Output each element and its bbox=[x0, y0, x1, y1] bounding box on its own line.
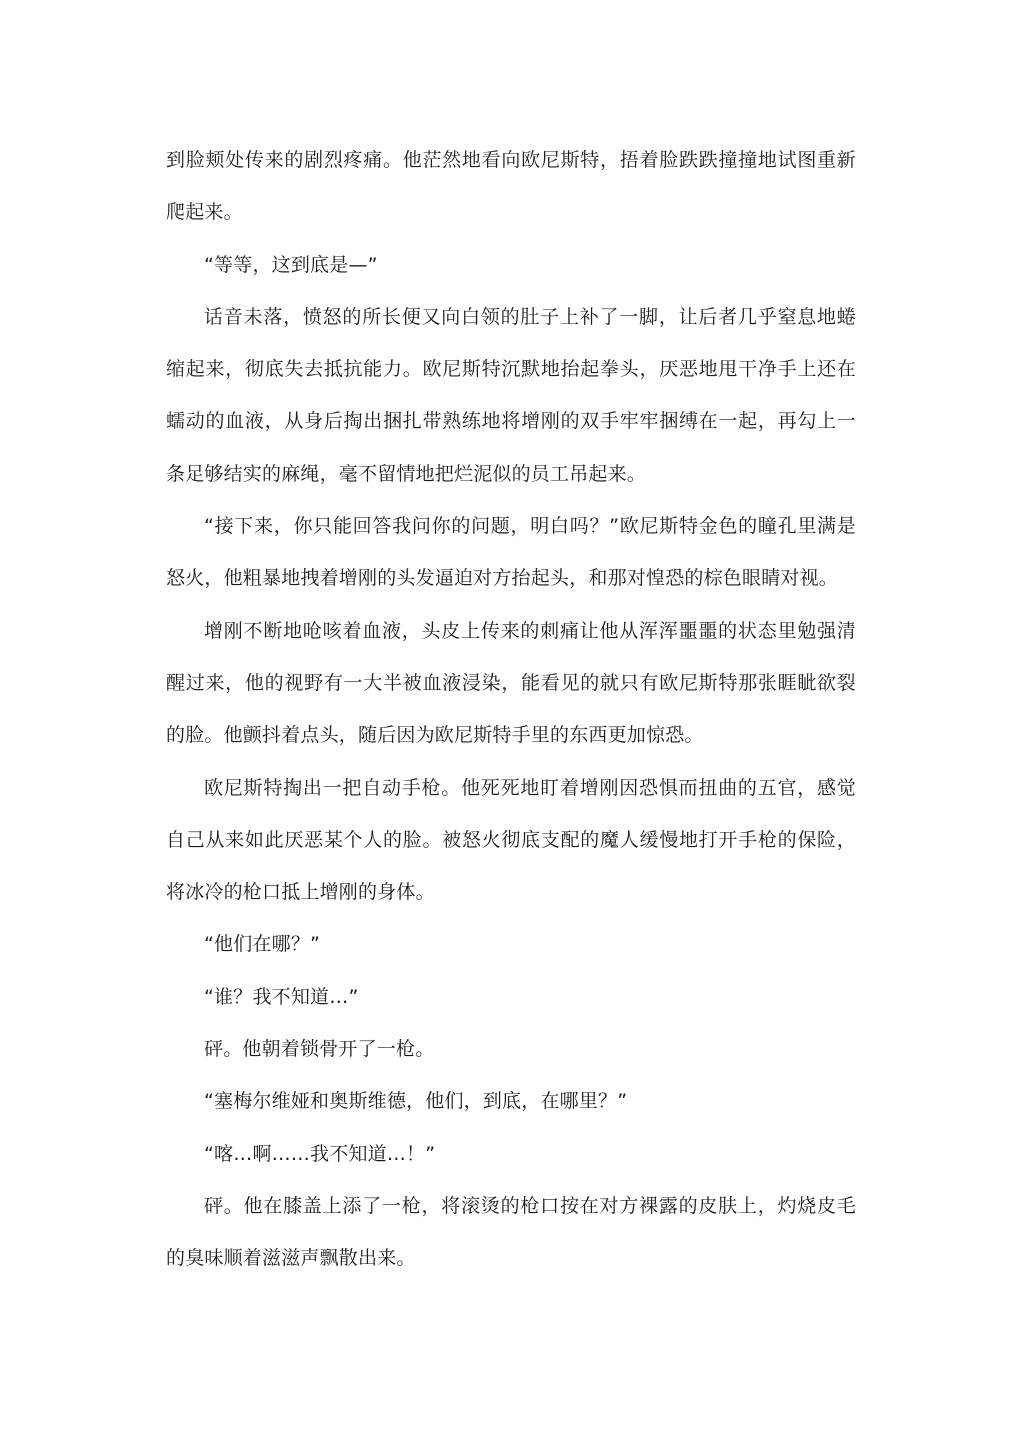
paragraph: “塞梅尔维娅和奥斯维德，他们，到底，在哪里？” bbox=[204, 1090, 628, 1113]
paragraph: 砰。他朝着锁骨开了一枪。 bbox=[204, 1038, 435, 1061]
paragraph: 增刚不断地呛咳着血液，头皮上传来的刺痛让他从浑浑噩噩的状态里勉强清醒过来，他的视野有一大半被血液浸染，能看见的就只有欧尼斯特那张睚眦欲裂的脸。他颤抖着点头，随后因为欧尼斯特手里的东西更加惊恐。 bbox=[166, 619, 856, 747]
paragraph: “谁？我不知道…” bbox=[204, 985, 359, 1008]
paragraph-continuation: 到脸颊处传来的剧烈疼痛。他茫然地看向欧尼斯特，捂着脸跌跌撞撞地试图重新爬起来。 bbox=[166, 149, 856, 224]
paragraph: “接下来，你只能回答我问你的问题，明白吗？”欧尼斯特金色的瞳孔里满是怒火，他粗暴地拽着增刚的头发逼迫对方抬起头，和那对惶恐的棕色眼睛对视。 bbox=[166, 515, 856, 590]
paragraph: 欧尼斯特掏出一把自动手枪。他死死地盯着增刚因恐惧而扭曲的五官，感觉自己从来如此厌恶某个人的脸。被怒火彻底支配的魔人缓慢地打开手枪的保险，将冰冷的枪口抵上增刚的身体。 bbox=[166, 776, 856, 904]
paragraph: 话音未落，愤怒的所长便又向白领的肚子上补了一脚，让后者几乎窒息地蜷缩起来，彻底失去抵抗能力。欧尼斯特沉默地抬起拳头，厌恶地甩干净手上还在蠕动的血液，从身后掏出捆扎带熟练地将增刚的双手牢牢捆缚在一起，再勾上一条足够结实的麻绳，毫不留情地把烂泥似的员工吊起来。 bbox=[166, 305, 856, 485]
paragraph: 砰。他在膝盖上添了一枪，将滚烫的枪口按在对方裸露的皮肤上，灼烧皮毛的臭味顺着滋滋声飘散出来。 bbox=[166, 1194, 856, 1270]
paragraph: “喀…啊……我不知道…！” bbox=[204, 1142, 436, 1165]
paragraph: “他们在哪？” bbox=[204, 933, 321, 956]
document-body bbox=[166, 134, 856, 1285]
paragraph: “等等，这到底是—” bbox=[204, 253, 378, 276]
